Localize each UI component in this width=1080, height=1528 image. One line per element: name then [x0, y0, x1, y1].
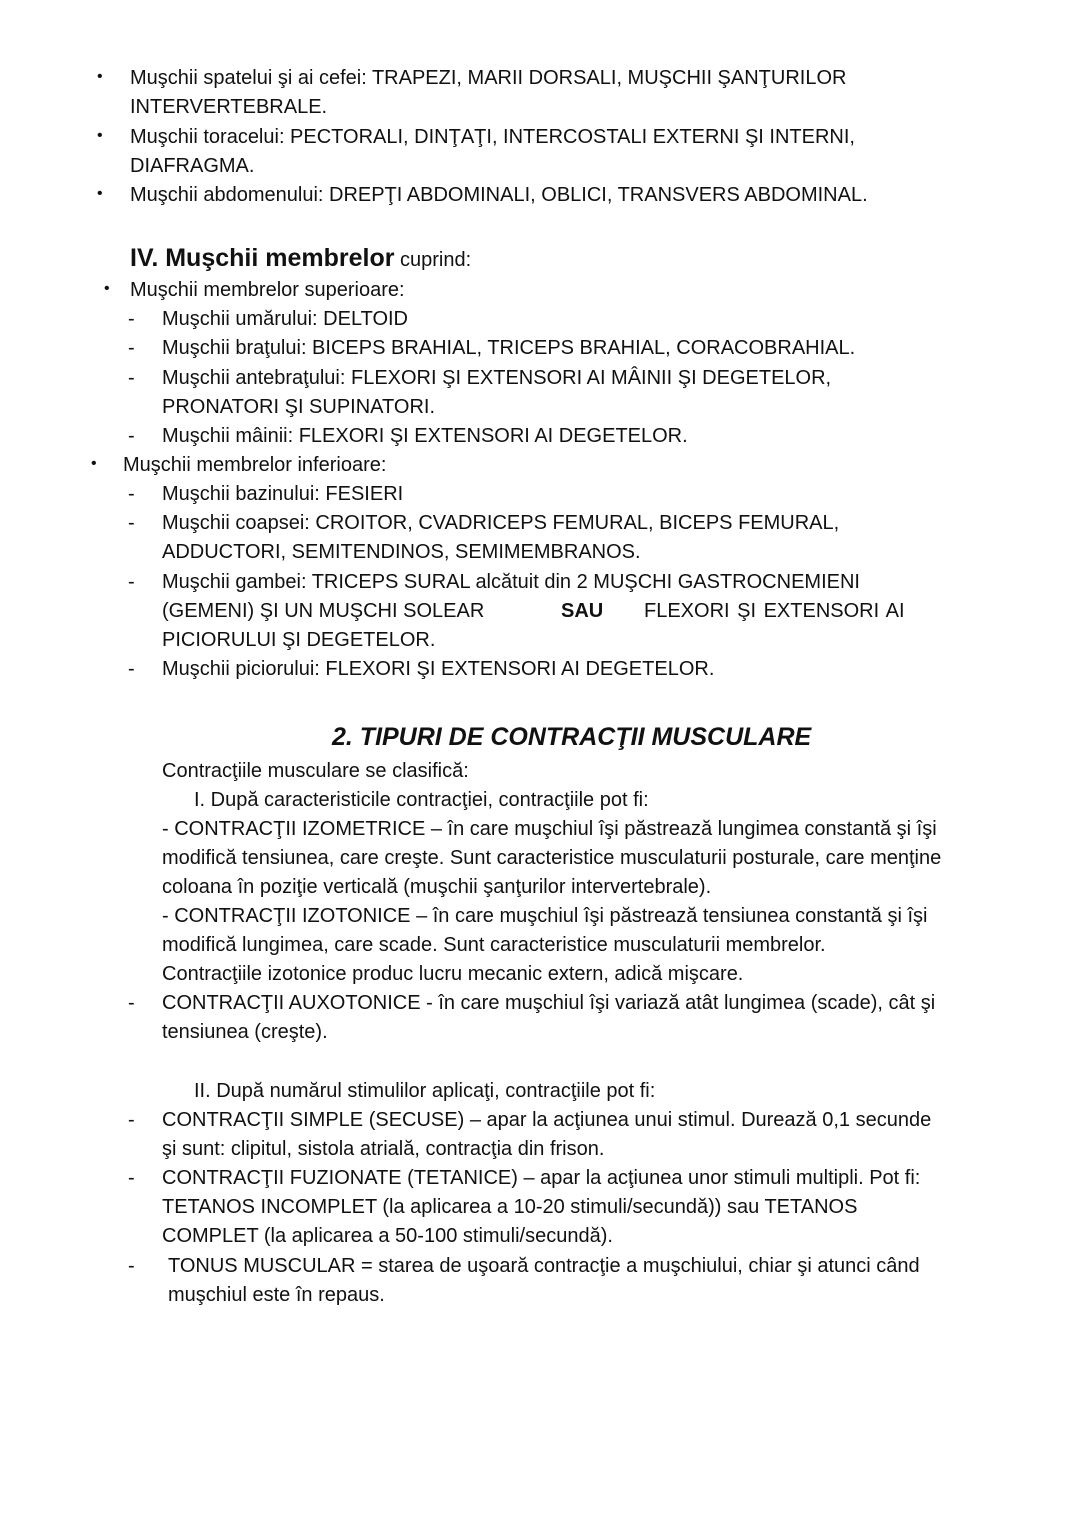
- contractions-intro: Contracţiile musculare se clasifică:: [162, 760, 469, 782]
- tonus-line1: TONUS MUSCULAR = starea de uşoară contracţie a muşchiului, chiar şi atunci când: [168, 1255, 920, 1277]
- dash-marker: -: [128, 512, 135, 534]
- izotonice-line2: modifică lungimea, care scade. Sunt caracteristice musculaturii membrelor.: [162, 934, 826, 956]
- dash-marker: -: [128, 425, 135, 447]
- dash-marker: -: [128, 571, 135, 593]
- lower-item-calf-line2a: (GEMENI) ŞI UN MUŞCHI SOLEAR: [162, 600, 485, 622]
- upper-limbs-label: Muşchii membrelor superioare:: [130, 279, 405, 301]
- fuzionate-line2: TETANOS INCOMPLET (la aplicarea a 10-20 stimuli/secundă)) sau TETANOS: [162, 1196, 858, 1218]
- lower-item-foot: Muşchii piciorului: FLEXORI ŞI EXTENSORI AI DEGETELOR.: [162, 658, 715, 680]
- lower-item-calf-line2b: FLEXORI ŞI EXTENSORI AI: [644, 600, 905, 622]
- simple-line1: CONTRACŢII SIMPLE (SECUSE) – apar la acţiunea unui stimul. Durează 0,1 secunde: [162, 1109, 932, 1131]
- simple-line2: şi sunt: clipitul, sistola atrială, contracţia din frison.: [162, 1138, 605, 1160]
- section-heading-limbs-suffix: cuprind:: [394, 249, 472, 271]
- dash-marker: -: [128, 1167, 135, 1189]
- section-title-contractions: 2. TIPURI DE CONTRACŢII MUSCULARE: [332, 723, 812, 751]
- trunk-item-abdomen-line1: Muşchii abdomenului: DREPŢI ABDOMINALI, OBLICI, TRANSVERS ABDOMINAL.: [130, 184, 868, 206]
- trunk-item-thorax-line1: Muşchii toracelui: PECTORALI, DINŢAŢI, INTERCOSTALI EXTERNI ŞI INTERNI,: [130, 126, 855, 148]
- bullet-icon: •: [97, 185, 103, 202]
- lower-item-thigh-line1: Muşchii coapsei: CROITOR, CVADRICEPS FEMURAL, BICEPS FEMURAL,: [162, 512, 840, 534]
- auxotonice-line1: CONTRACŢII AUXOTONICE - în care muşchiul îşi variază atât lungimea (scade), cât şi: [162, 992, 936, 1014]
- upper-item-arm: Muşchii braţului: BICEPS BRAHIAL, TRICEPS BRAHIAL, CORACOBRAHIAL.: [162, 337, 856, 359]
- section-heading-limbs-bold: IV. Muşchii membrelor: [130, 244, 395, 272]
- auxotonice-line2: tensiunea (creşte).: [162, 1021, 328, 1043]
- lower-item-thigh-line2: ADDUCTORI, SEMITENDINOS, SEMIMEMBRANOS.: [162, 541, 641, 563]
- bullet-icon: •: [91, 455, 97, 472]
- lower-item-pelvis: Muşchii bazinului: FESIERI: [162, 483, 404, 505]
- bullet-icon: •: [97, 68, 103, 85]
- group1-label: I. După caracteristicile contracţiei, contracţiile pot fi:: [194, 789, 649, 811]
- dash-marker: -: [128, 483, 135, 505]
- section-heading-limbs: [130, 244, 471, 274]
- dash-marker: -: [128, 1109, 135, 1131]
- lower-item-calf-sau: SAU: [561, 600, 604, 622]
- lower-item-calf-line1: Muşchii gambei: TRICEPS SURAL alcătuit din 2 MUŞCHI GASTROCNEMIENI: [162, 571, 860, 593]
- dash-marker: -: [128, 992, 135, 1014]
- bullet-icon: •: [104, 280, 110, 297]
- izometrice-line2: modifică tensiunea, care creşte. Sunt caracteristice musculaturii posturale, care menţine: [162, 847, 942, 869]
- izometrice-line3: coloana în poziţie verticală (muşchii şanţurilor intervertebrale).: [162, 876, 712, 898]
- fuzionate-line3: COMPLET (la aplicarea a 50-100 stimuli/secundă).: [162, 1225, 613, 1247]
- dash-marker: -: [128, 367, 135, 389]
- dash-marker: -: [128, 1255, 135, 1277]
- trunk-item-back-line2: INTERVERTEBRALE.: [130, 96, 328, 118]
- group2-label: II. După numărul stimulilor aplicaţi, contracţiile pot fi:: [194, 1080, 656, 1102]
- upper-item-hand: Muşchii mâinii: FLEXORI ŞI EXTENSORI AI DEGETELOR.: [162, 425, 688, 447]
- bullet-icon: •: [97, 127, 103, 144]
- lower-item-calf-line3: PICIORULUI ŞI DEGETELOR.: [162, 629, 436, 651]
- trunk-item-thorax-line2: DIAFRAGMA.: [130, 155, 255, 177]
- tonus-line2: muşchiul este în repaus.: [168, 1284, 385, 1306]
- dash-marker: -: [128, 337, 135, 359]
- dash-marker: -: [128, 658, 135, 680]
- lower-limbs-label: Muşchii membrelor inferioare:: [123, 454, 387, 476]
- izotonice-line1: - CONTRACŢII IZOTONICE – în care muşchiul îşi păstrează tensiunea constantă şi îşi: [162, 905, 928, 927]
- upper-item-shoulder: Muşchii umărului: DELTOID: [162, 308, 408, 330]
- upper-item-forearm-line2: PRONATORI ŞI SUPINATORI.: [162, 396, 436, 418]
- izometrice-line1: - CONTRACŢII IZOMETRICE – în care muşchiul îşi păstrează lungimea constantă şi îşi: [162, 818, 937, 840]
- upper-item-forearm-line1: Muşchii antebraţului: FLEXORI ŞI EXTENSORI AI MÂINII ŞI DEGETELOR,: [162, 367, 832, 389]
- izotonice-line3: Contracţiile izotonice produc lucru mecanic extern, adică mişcare.: [162, 963, 744, 985]
- dash-marker: -: [128, 308, 135, 330]
- fuzionate-line1: CONTRACŢII FUZIONATE (TETANICE) – apar la acţiunea unor stimuli multipli. Pot fi:: [162, 1167, 921, 1189]
- trunk-item-back-line1: Muşchii spatelui şi ai cefei: TRAPEZI, MARII DORSALI, MUŞCHII ŞANŢURILOR: [130, 67, 847, 89]
